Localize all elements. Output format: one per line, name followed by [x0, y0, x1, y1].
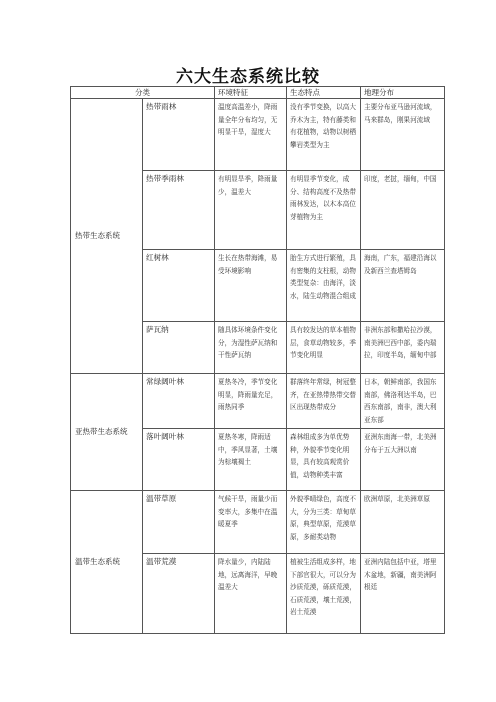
- ecosystem-comparison-table: [70, 86, 445, 634]
- system-subtropical: 亚热带生态系统: [71, 374, 143, 491]
- environment-cell: 生长在热带海滩，易受环境影响: [215, 250, 287, 322]
- ecology-cell: 植被生活组成多样，地下部官很大，可以分为沙质荒漠，砾质荒漠，石质荒漠，壤土荒漠，岩土荒漠: [287, 554, 361, 634]
- ecology-cell: 群落终年常绿，树冠整齐，在亚热带热带交替区出现热带成分: [287, 374, 361, 429]
- distribution-cell: 主要分布亚马逊河流域，马来群岛，刚果河流域: [361, 99, 445, 171]
- distribution-cell: 亚洲内陆包括中亚，塔里木盆地，新疆，南美洲阿根廷: [361, 554, 445, 634]
- table-header-row: [71, 87, 445, 99]
- header-category: 分类: [71, 87, 215, 99]
- ecology-cell: 具有较发达的草本植物层，食草动物较多，季节变化明显: [287, 322, 361, 374]
- type-cell: 常绿阔叶林: [143, 374, 215, 429]
- ecology-cell: 没有季节变换，以高大乔木为主，特有藤类和有花植物，动物以树栖攀岩类型为主: [287, 99, 361, 171]
- distribution-cell: 亚洲东南海一带，北美洲分布于五大洲以南: [361, 429, 445, 491]
- environment-cell: 夏热冬寒，降雨适中，季风显著，土壤为棕壤褐土: [215, 429, 287, 491]
- ecology-cell: 外貌季晴绿色，高度不大，分为三类：草甸草原，典型草原，荒漠草原，多耐类动物: [287, 491, 361, 554]
- environment-cell: 随具体环境条件变化分，为湿性萨瓦纳和干性萨瓦纳: [215, 322, 287, 374]
- header-ecology: 生态特点: [287, 87, 361, 99]
- environment-cell: 有明显旱季，降雨量少，温差大: [215, 171, 287, 250]
- system-temperate: 温带生态系统: [71, 491, 143, 634]
- distribution-cell: 欧洲草原，北美洲草原: [361, 491, 445, 554]
- environment-cell: 降水量少，内陆陆地，远离海洋，早晚温差大: [215, 554, 287, 634]
- system-tropical: 热带生态系统: [71, 99, 143, 374]
- type-cell: 落叶阔叶林: [143, 429, 215, 491]
- distribution-cell: 印度，老挝，缅甸，中国: [361, 171, 445, 250]
- distribution-cell: 非洲东部和撒哈拉沙漠，南美洲巴西中部，委内瑞拉，印度半岛，缅甸中部: [361, 322, 445, 374]
- page-title: 六大生态系统比较: [176, 67, 320, 87]
- ecology-cell: 森林组成多为单优势种，外貌季节变化明显，具有较高观赏价值，动物种类丰富: [287, 429, 361, 491]
- ecology-cell: 有明显季节变化，成分、结构高度不及热带雨林发达，以木本高位芽植物为主: [287, 171, 361, 250]
- table-row: [71, 374, 445, 429]
- type-cell: 热带季雨林: [143, 171, 215, 250]
- type-cell: 红树林: [143, 250, 215, 322]
- distribution-cell: 海南，广东，福建沿海以及新西兰查塔姆岛: [361, 250, 445, 322]
- type-cell: 温带草原: [143, 491, 215, 554]
- environment-cell: 夏热冬冷，季节变化明显，降雨量充足，雨热同季: [215, 374, 287, 429]
- header-distribution: 地理分布: [361, 87, 445, 99]
- table-row: [71, 491, 445, 554]
- type-cell: 温带荒漠: [143, 554, 215, 634]
- table-row: [71, 99, 445, 171]
- ecology-cell: 胎生方式进行繁殖，具有密集的支柱根，动物类型复杂：由海洋，淡水，陆生动物混合组成: [287, 250, 361, 322]
- environment-cell: 气候干旱，雨量少而变率大，多集中在温暖夏季: [215, 491, 287, 554]
- type-cell: 萨瓦纳: [143, 322, 215, 374]
- header-environment: 环境特征: [215, 87, 287, 99]
- type-cell: 热带雨林: [143, 99, 215, 171]
- distribution-cell: 日本，朝鲜南部，我国东南部，佛洛利达半岛，巴西东南部，南非，澳大利亚东部: [361, 374, 445, 429]
- environment-cell: 温度高温差小，降雨量全年分布均匀，无明显干旱，湿度大: [215, 99, 287, 171]
